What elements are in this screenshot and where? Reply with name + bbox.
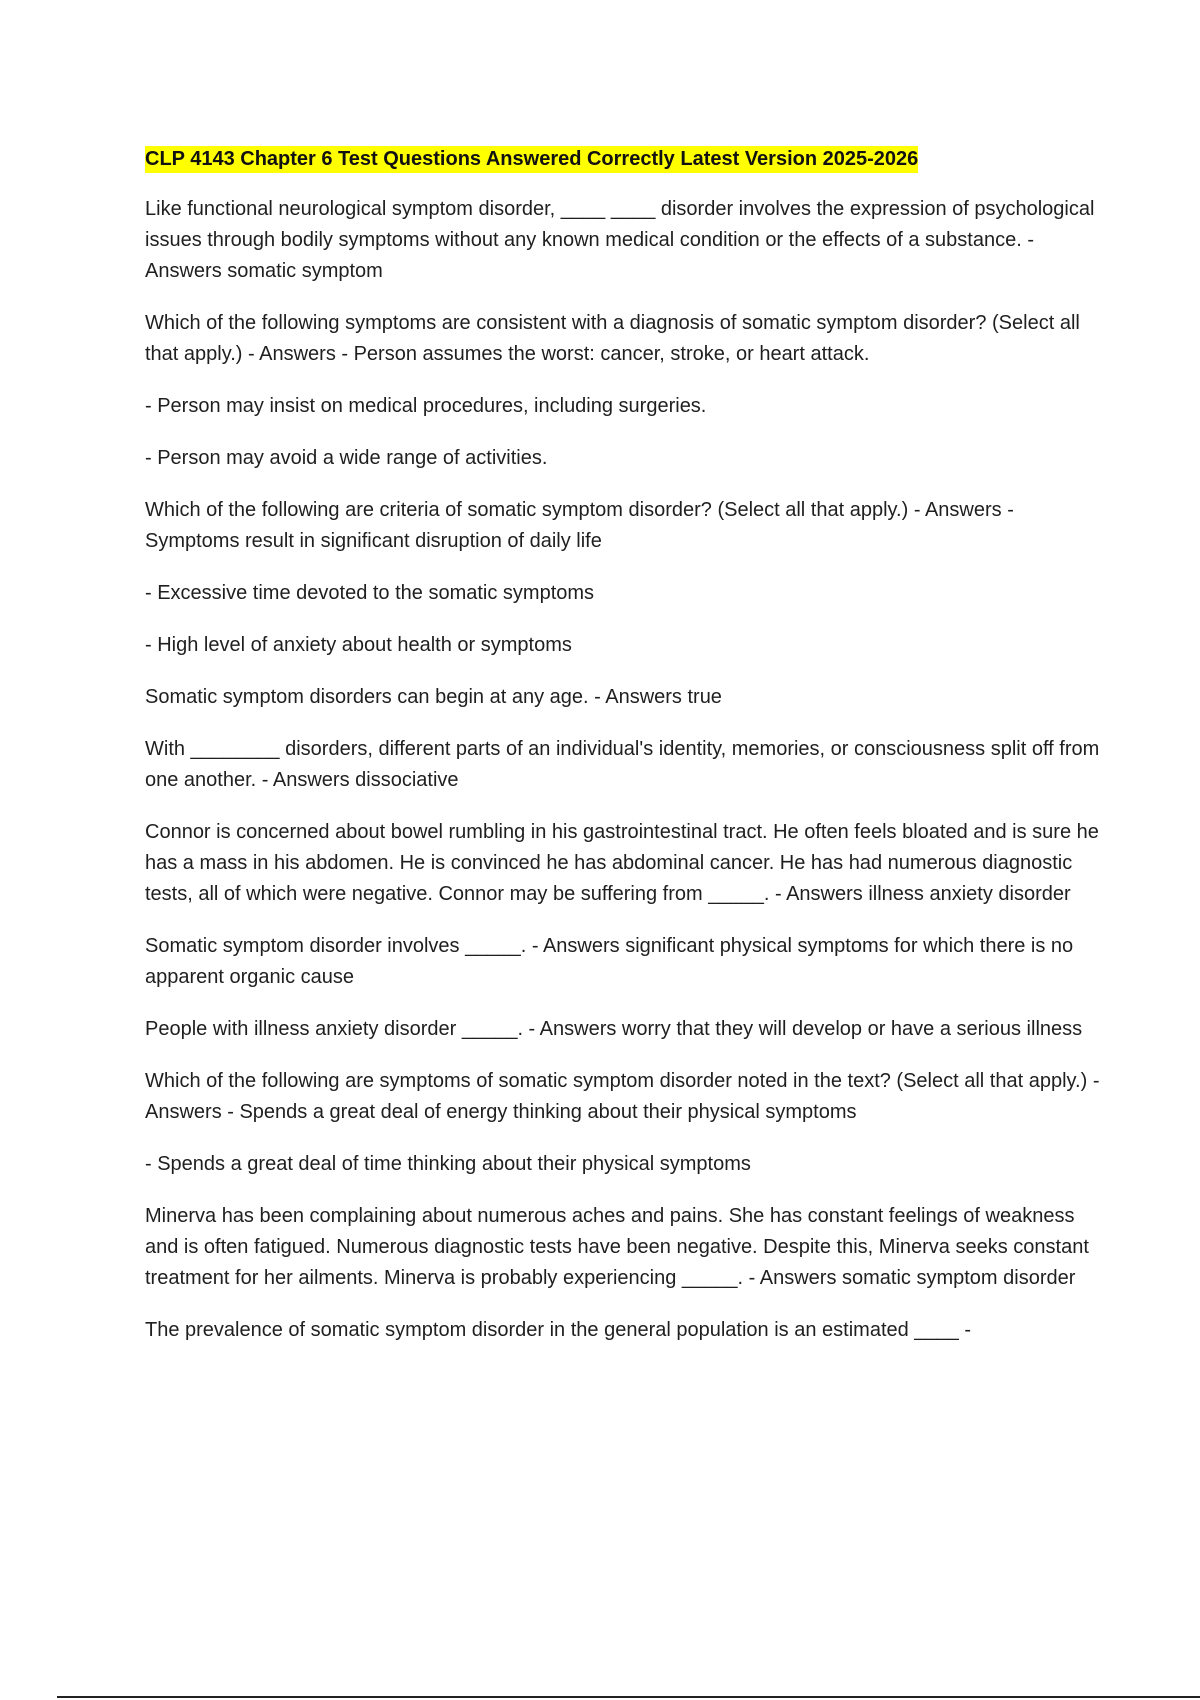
qa-paragraph: - Excessive time devoted to the somatic symptoms [145, 582, 595, 604]
page-bottom-rule [57, 1696, 1200, 1698]
qa-paragraph: With ________ disorders, different parts of an individual's identity, memories, or consciousness split off from one another. - Answers dissociative [145, 738, 1100, 791]
qa-paragraph: Which of the following symptoms are consistent with a diagnosis of somatic symptom disorder? (Select all that apply.) - Answers - Person assumes the worst: cancer, stroke, or heart attack. [145, 312, 1080, 365]
qa-paragraph: People with illness anxiety disorder _____. - Answers worry that they will develop or have a serious illness [145, 1018, 1083, 1040]
qa-paragraph: - Person may insist on medical procedures, including surgeries. [145, 395, 707, 417]
qa-paragraph: Somatic symptom disorders can begin at any age. - Answers true [145, 686, 722, 708]
qa-paragraph: Minerva has been complaining about numerous aches and pains. She has constant feelings of weakness and is often fatigued. Numerous diagnostic tests have been negative. Despite this, Minerva seeks constant treatment for her ailments. Minerva is probably experiencing _____. - Answers somatic symptom disorder [145, 1205, 1089, 1289]
qa-paragraph: The prevalence of somatic symptom disorder in the general population is an estimated ____ - [145, 1319, 972, 1341]
question-list [145, 194, 1100, 1367]
document-title: CLP 4143 Chapter 6 Test Questions Answered Correctly Latest Version 2025-2026 [145, 146, 918, 173]
qa-paragraph: Which of the following are symptoms of somatic symptom disorder noted in the text? (Select all that apply.) - Answers - Spends a great deal of energy thinking about their physical symptoms [145, 1070, 1100, 1123]
qa-paragraph: Somatic symptom disorder involves _____. - Answers significant physical symptoms for which there is no apparent organic cause [145, 935, 1074, 988]
qa-paragraph: - Person may avoid a wide range of activities. [145, 447, 548, 469]
qa-paragraph: - High level of anxiety about health or symptoms [145, 634, 572, 656]
qa-paragraph: Like functional neurological symptom disorder, ____ ____ disorder involves the expression of psychological issues through bodily symptoms without any known medical condition or the effects of a substance. - Answers somatic symptom [145, 198, 1095, 282]
qa-paragraph: Connor is concerned about bowel rumbling in his gastrointestinal tract. He often feels bloated and is sure he has a mass in his abdomen. He is convinced he has abdominal cancer. He has had numerous diagnostic tests, all of which were negative. Connor may be suffering from _____. - Answers illness anxiety disorder [145, 821, 1099, 905]
qa-paragraph: - Spends a great deal of time thinking about their physical symptoms [145, 1153, 751, 1175]
qa-paragraph: Which of the following are criteria of somatic symptom disorder? (Select all that apply.) - Answers - Symptoms result in significant disruption of daily life [145, 499, 1014, 552]
